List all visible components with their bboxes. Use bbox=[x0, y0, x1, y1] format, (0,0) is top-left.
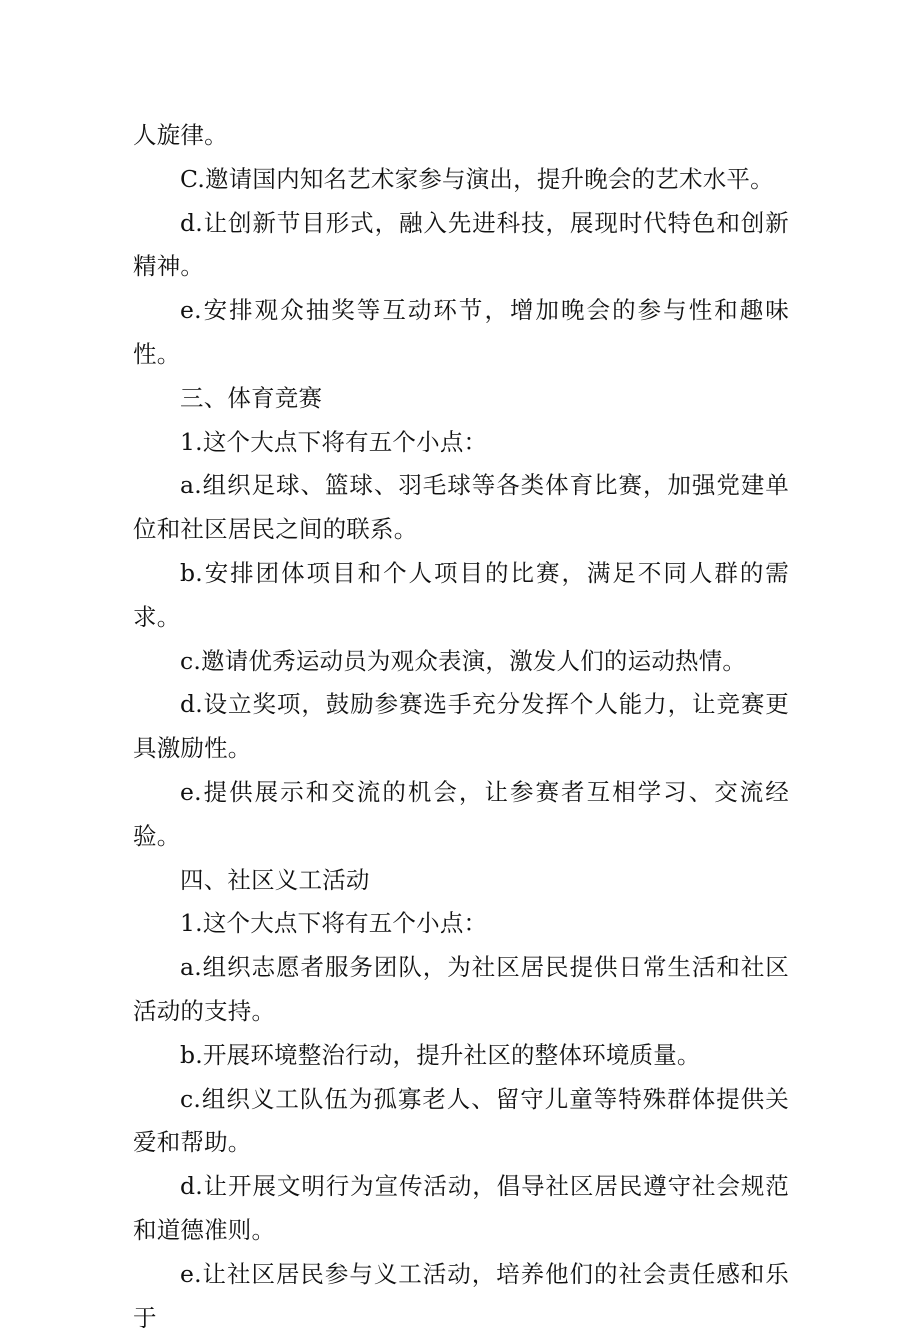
list-item-a: a.组织志愿者服务团队，为社区居民提供日常生活和社区活动的支持。 bbox=[133, 953, 789, 1025]
list-item-c: C.邀请国内知名艺术家参与演出，提升晚会的艺术水平。 bbox=[180, 164, 774, 193]
list-item-c: c.邀请优秀运动员为观众表演，激发人们的运动热情。 bbox=[180, 646, 747, 675]
list-item-e: e.安排观众抽奖等互动环节，增加晚会的参与性和趣味性。 bbox=[133, 296, 789, 368]
sub-heading-1: 1.这个大点下将有五个小点： bbox=[180, 909, 488, 938]
sub-heading-1: 1.这个大点下将有五个小点： bbox=[180, 427, 488, 456]
list-item-a: a.组织足球、篮球、羽毛球等各类体育比赛，加强党建单位和社区居民之间的联系。 bbox=[133, 471, 789, 544]
document-body bbox=[133, 114, 789, 1340]
list-item-b: b.开展环境整治行动，提升社区的整体环境质量。 bbox=[180, 1040, 701, 1069]
list-item-b: b.安排团体项目和个人项目的比赛，满足不同人群的需求。 bbox=[133, 558, 789, 631]
list-item-d: d.让开展文明行为宣传活动，倡导社区居民遵守社会规范和道德准则。 bbox=[133, 1172, 789, 1244]
list-item-e: e.让社区居民参与义工活动，培养他们的社会责任感和乐于 bbox=[133, 1259, 789, 1332]
section-heading-volunteer: 四、社区义工活动 bbox=[180, 865, 370, 894]
list-item-e: e.提供展示和交流的机会，让参赛者互相学习、交流经验。 bbox=[133, 777, 789, 850]
section-heading-sports: 三、体育竞赛 bbox=[180, 383, 323, 412]
list-item-d: d.让创新节目形式，融入先进科技，展现时代特色和创新精神。 bbox=[133, 208, 789, 281]
list-item-d: d.设立奖项，鼓励参赛选手充分发挥个人能力，让竞赛更具激励性。 bbox=[133, 690, 789, 763]
paragraph-continuation: 人旋律。 bbox=[133, 121, 228, 149]
list-item-c: c.组织义工队伍为孤寡老人、留守儿童等特殊群体提供关爱和帮助。 bbox=[133, 1084, 789, 1157]
